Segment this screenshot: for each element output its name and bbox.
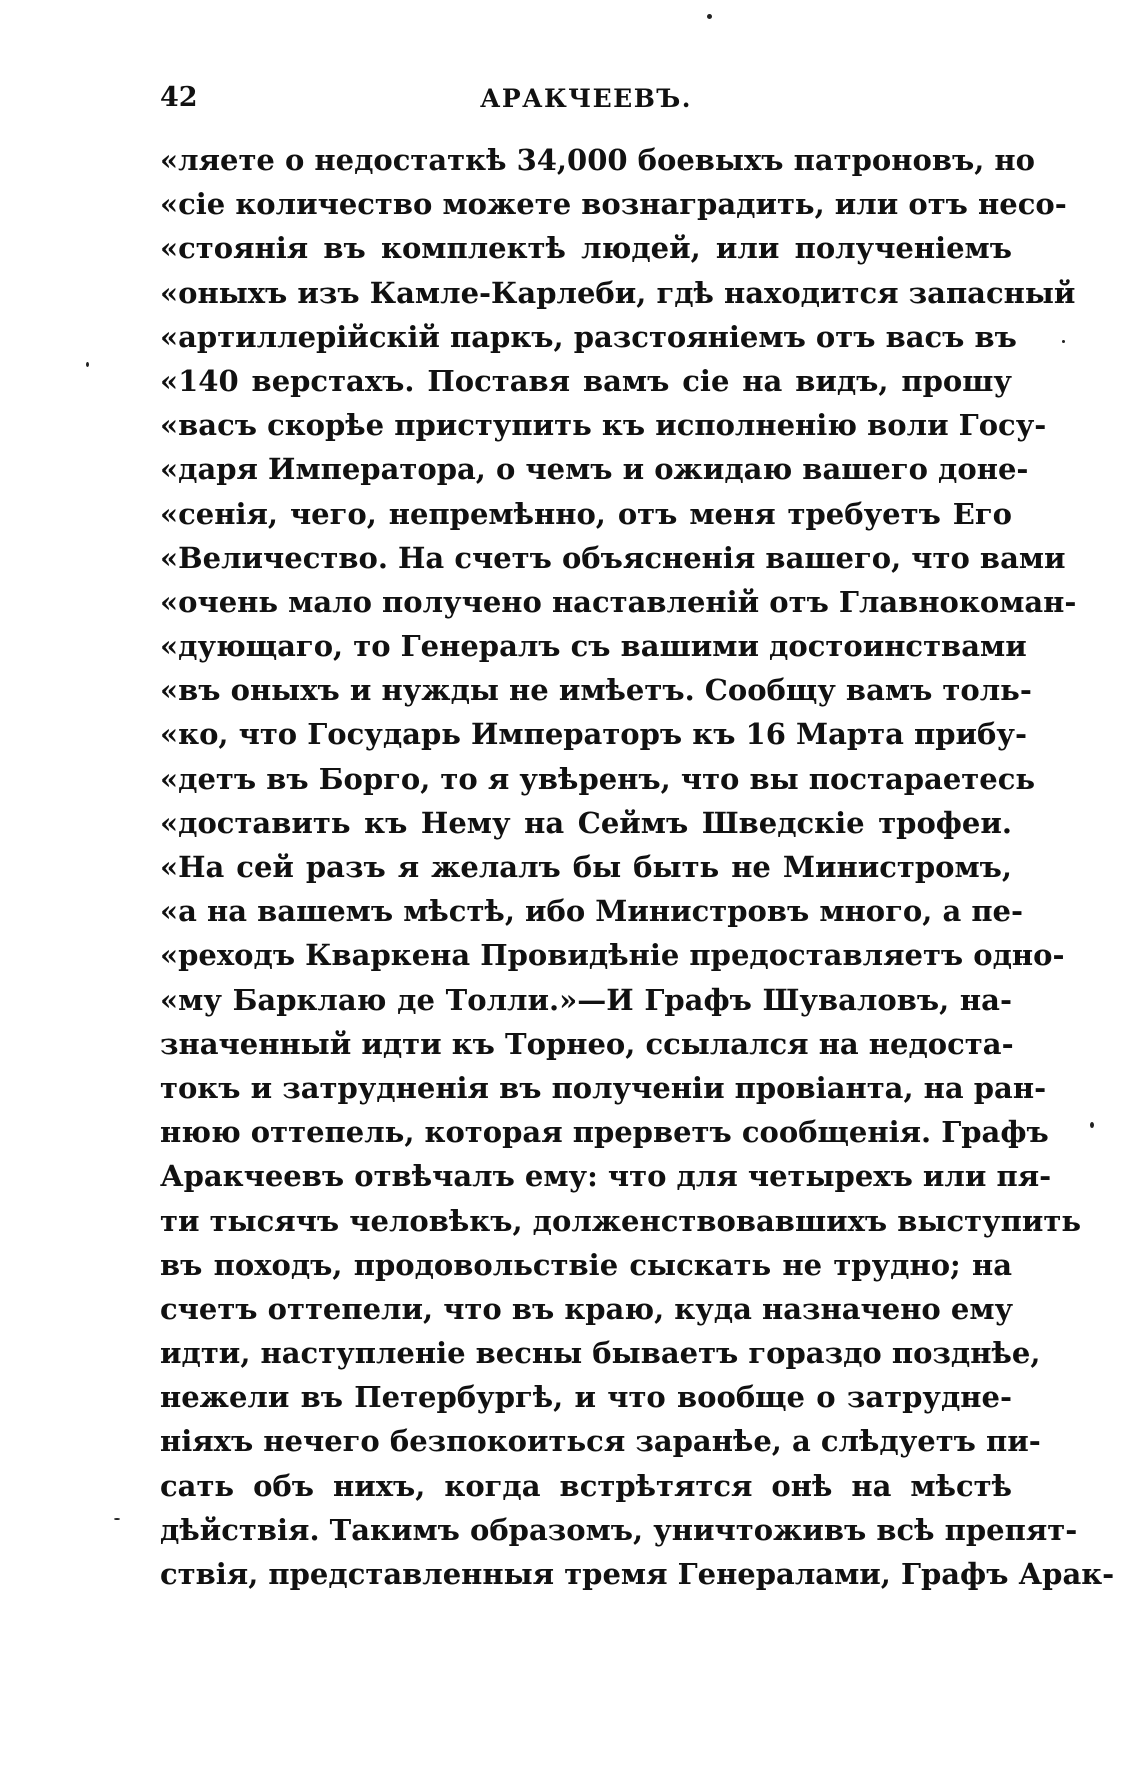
text-line: «ляете о недостаткѣ 34,000 боевыхъ патроновъ, но bbox=[160, 143, 1035, 177]
text-line: «Величество. На счетъ объясненія вашего, что вами bbox=[160, 540, 1066, 575]
text-line: «даря Императора, о чемъ и ожидаю вашего доне- bbox=[160, 452, 1029, 487]
text-line: «На сей разъ я желалъ бы быть не Министромъ, bbox=[160, 850, 1012, 884]
text-line: дѣйствія. Такимъ образомъ, уничтоживъ всѣ препят- bbox=[160, 1512, 1078, 1547]
text-line: идти, наступленіе весны бываетъ гораздо позднѣе, bbox=[160, 1336, 1041, 1371]
page-number: 42 bbox=[160, 82, 198, 113]
scan-speck bbox=[707, 14, 712, 19]
text-line: «артиллерійскій паркъ, разстояніемъ отъ васъ въ bbox=[160, 319, 1017, 354]
text-line: значенный идти къ Торнео, ссылался на недоста- bbox=[160, 1026, 1014, 1061]
text-line: нюю оттепель, которая прерветъ сообщенія. Графъ bbox=[160, 1115, 1049, 1150]
scan-speck bbox=[114, 1518, 120, 1520]
body-text bbox=[160, 138, 1115, 1596]
scan-speck bbox=[1062, 340, 1065, 343]
text-line: «детъ въ Борго, то я увѣренъ, что вы постараетесь bbox=[160, 761, 1036, 796]
text-line: нежели въ Петербургѣ, и что вообще о затрудне- bbox=[160, 1380, 1012, 1415]
text-line: ти тысячъ человѣкъ, долженствовавшихъ выступить bbox=[160, 1203, 1082, 1238]
text-line: Аракчеевъ отвѣчалъ ему: что для четырехъ или пя- bbox=[160, 1159, 1052, 1194]
text-line: «доставить къ Нему на Сеймъ Шведскіе трофеи. bbox=[160, 805, 1012, 840]
text-line: «140 верстахъ. Поставя вамъ сіе на видъ, прошу bbox=[160, 363, 1012, 398]
text-line: «оныхъ изъ Камле-Карлеби, гдѣ находится запасный bbox=[160, 275, 1076, 310]
text-line: «очень мало получено наставленій отъ Главнокоман- bbox=[160, 584, 1077, 619]
text-line: «сенія, чего, непремѣнно, отъ меня требуетъ Его bbox=[160, 496, 1012, 531]
text-line: «васъ скорѣе приступить къ исполненію воли Госу- bbox=[160, 408, 1047, 443]
text-line: «реходъ Кваркена Провидѣніе предоставляетъ одно- bbox=[160, 938, 1065, 973]
text-line: «сіе количество можете вознаградить, или отъ несо- bbox=[160, 187, 1067, 222]
scan-speck bbox=[86, 362, 89, 367]
text-line: токъ и затрудненія въ полученіи провіанта, на ран- bbox=[160, 1070, 1047, 1105]
text-line: «дующаго, то Генералъ съ вашими достоинствами bbox=[160, 629, 1027, 664]
text-line: сать объ нихъ, когда встрѣтятся онѣ на мѣстѣ bbox=[160, 1468, 1012, 1503]
scan-speck bbox=[1090, 1122, 1094, 1128]
running-title: АРАКЧЕЕВЪ. bbox=[480, 84, 692, 113]
text-line: ніяхъ нечего безпокоиться заранѣе, а слѣдуетъ пи- bbox=[160, 1424, 1041, 1459]
text-line: «стоянія въ комплектѣ людей, или полученіемъ bbox=[160, 231, 1012, 266]
text-line: ствія, представленныя тремя Генералами, Графъ Арак- bbox=[160, 1557, 1115, 1591]
page-header bbox=[160, 82, 1012, 118]
text-line: «му Барклаю де Толли.»—И Графъ Шуваловъ, на- bbox=[160, 982, 1012, 1017]
text-line: «въ оныхъ и нужды не имѣетъ. Сообщу вамъ толь- bbox=[160, 673, 1032, 708]
text-line: счетъ оттепели, что въ краю, куда назначено ему bbox=[160, 1291, 1014, 1326]
text-line: «ко, что Государь Императоръ къ 16 Марта прибу- bbox=[160, 717, 1027, 752]
text-line: въ походъ, продовольствіе сыскать не трудно; на bbox=[160, 1247, 1012, 1282]
text-line: «а на вашемъ мѣстѣ, ибо Министровъ много, а пе- bbox=[160, 894, 1024, 929]
